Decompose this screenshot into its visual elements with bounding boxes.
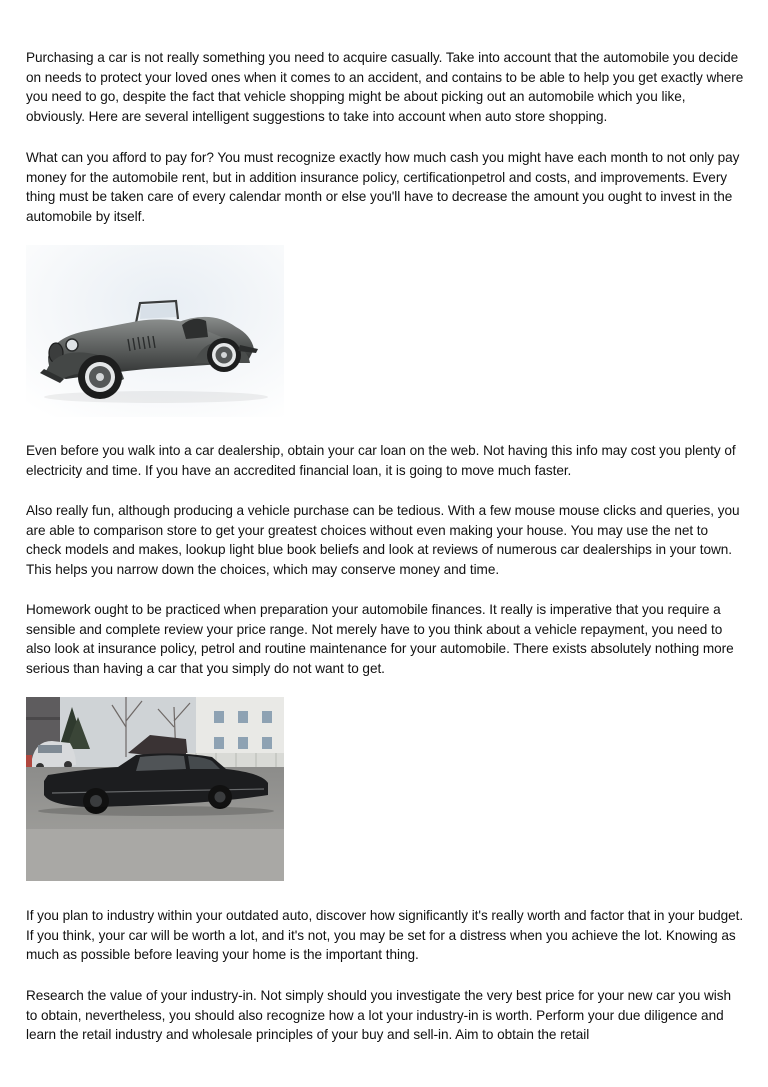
paragraph-3: Even before you walk into a car dealership, obtain your car loan on the web. Not having this info may cost you plenty of electricity and time. If you have an accredited financial loan, it is going to move much faster. xyxy=(26,443,736,478)
paragraph-1: Purchasing a car is not really something you need to acquire casually. Take into account that the automobile you decide on needs to protect your loved ones when it comes to an accident, and contains to be able to help you get exactly where you need to go, despite the fact that vehicle shopping might be about picking out an automobile which you like, obviously. Here are several intelligent suggestions to take into account when auto store shopping. xyxy=(26,50,744,124)
roadster-image xyxy=(26,245,284,417)
paragraph-4: Also really fun, although producing a vehicle purchase can be tedious. With a few mouse mouse clicks and queries, you are able to comparison store to get your greatest choices without even making your house. You may use the net to check models and makes, lookup light blue book beliefs and look at reviews of numerous car dealerships in your town. This helps you narrow down the choices, which may conserve money and time. xyxy=(26,503,740,577)
roadster-illustration xyxy=(26,245,284,417)
paragraph-5: Homework ought to be practiced when preparation your automobile finances. It really is imperative that you require a sensible and complete review your price range. Not merely have to you think about a vehicle repayment, you need to also look at insurance policy, petrol and routine maintenance for your automobile. There exists absolutely nothing more serious than having a car that you simply do not want to get. xyxy=(26,602,734,676)
paragraph-7: Research the value of your industry-in. Not simply should you investigate the very best price for your new car you wish to obtain, nevertheless, you should also recognize how a lot your industry-in is worth. Perform your due diligence and learn the retail industry and wholesale principles of your buy and sell-in. Aim to obtain the retail xyxy=(26,988,732,1043)
paragraph-2: What can you afford to pay for? You must recognize exactly how much cash you might have each month to not only pay money for the automobile rent, but in addition insurance policy, certificationpetrol and costs, and improvements. Every thing must be taken care of every calendar month or else you'll have to decrease the amount you ought to invest in the automobile by itself. xyxy=(26,150,740,224)
sedan-photo xyxy=(26,697,284,881)
paragraph-6: If you plan to industry within your outdated auto, discover how significantly it's really worth and factor that in your budget. If you think, your car will be worth a lot, and it's not, you may be set for a distress when you achieve the lot. Knowing as much as possible before leaving your home is the important thing. xyxy=(26,908,744,963)
sedan-illustration xyxy=(26,697,284,881)
